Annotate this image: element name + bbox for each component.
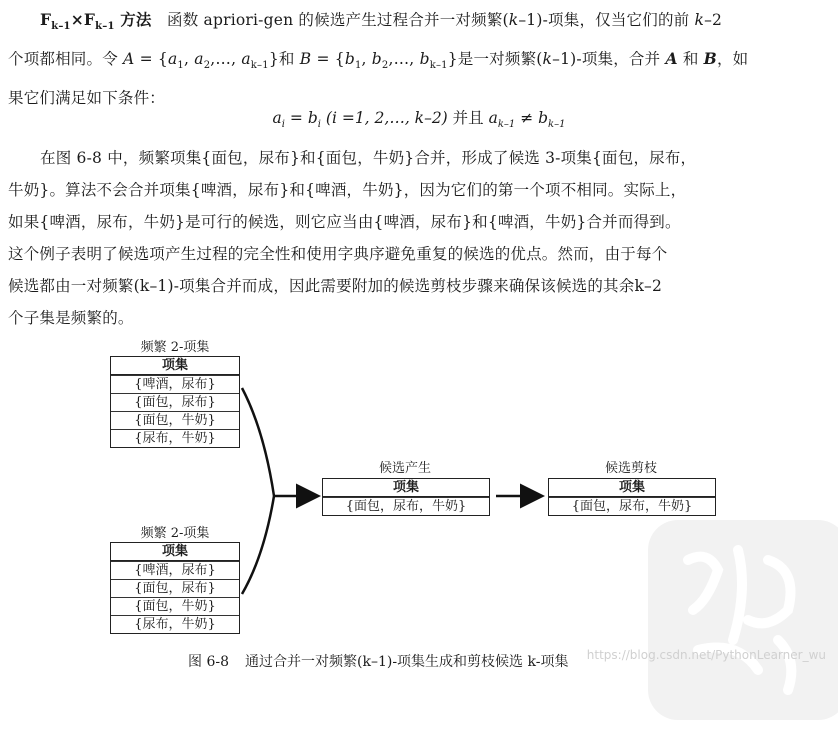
table-row: {面包，尿布，牛奶} (323, 497, 489, 515)
table-header: 项集 (111, 357, 239, 375)
table-header: 项集 (111, 543, 239, 561)
table-row: {面包，牛奶} (111, 597, 239, 615)
table-row: {尿布，牛奶} (111, 429, 239, 447)
table-row: {尿布，牛奶} (111, 615, 239, 633)
table-header: 项集 (549, 479, 715, 497)
table-row: {啤酒，尿布} (111, 375, 239, 393)
watermark: https://blog.csdn.net/PythonLearner_wu (586, 648, 826, 662)
figure-caption: 图 6-8 通过合并一对频繁(k–1)-项集生成和剪枝候选 k-项集 (188, 654, 569, 670)
table-row: {面包，尿布，牛奶} (549, 497, 715, 515)
merge-curve-bottom (242, 496, 274, 594)
merge-condition-formula: $a_i = b_i$ (i =1, 2,…, k–2) 并且 $a_{k-1} \ne b_{k-1}$ (272, 109, 566, 131)
paragraph-1: $F_{k-1}\times F_{k-1}$ 方法 函数 apriori-gen 的候选产生过程合并一对频繁(k–1)-项集，仅当它们的前 k–2 个项都相同。令 $A = \{a_1$, $a_2,\dots$, $a_{k-1}$}和 $B = \{b_1$, $b_2,\dots$, $b_{k-1}$}是一对频繁(k–1)-项集，合并 A 和 B，如 果它们满足如下条件： (8, 10, 749, 108)
table-row: {啤酒，尿布} (111, 561, 239, 579)
merge-curve-top (242, 388, 274, 496)
method-title: $F_{k-1}\times F_{k-1}$ 方法 (40, 10, 152, 33)
table1-caption: 频繁 2-项集 (140, 340, 210, 355)
table4-caption: 候选剪枝 (604, 461, 657, 476)
table-row: {面包，尿布} (111, 579, 239, 597)
decorative-seal-icon (618, 500, 838, 730)
table3-caption: 候选产生 (378, 461, 431, 476)
table2-caption: 频繁 2-项集 (140, 526, 210, 541)
table-header: 项集 (323, 479, 489, 497)
table-row: {面包，牛奶} (111, 411, 239, 429)
paragraph-2: 在图 6-8 中，频繁项集{面包，尿布}和{面包，牛奶}合并，形成了候选 3-项集{面包，尿布， 牛奶}。算法不会合并项集{啤酒，尿布}和{啤酒，牛奶}，因为它们的第一个项不相同。实际上， 如果{啤酒，尿布，牛奶}是可行的候选，则它应当由{啤酒，尿布}和{啤酒，牛奶}合并而得到。 这个例子表明了候选项产生过程的完全性和使用字典序避免重复的候选的优点。然而，由于每个 候选都由一对频繁(k–1)-项集合并而成，因此需要附加的候选剪枝步骤来确保该候选的其余k–2 个子集是频繁的。 (8, 149, 697, 327)
table-row: {面包，尿布} (111, 393, 239, 411)
